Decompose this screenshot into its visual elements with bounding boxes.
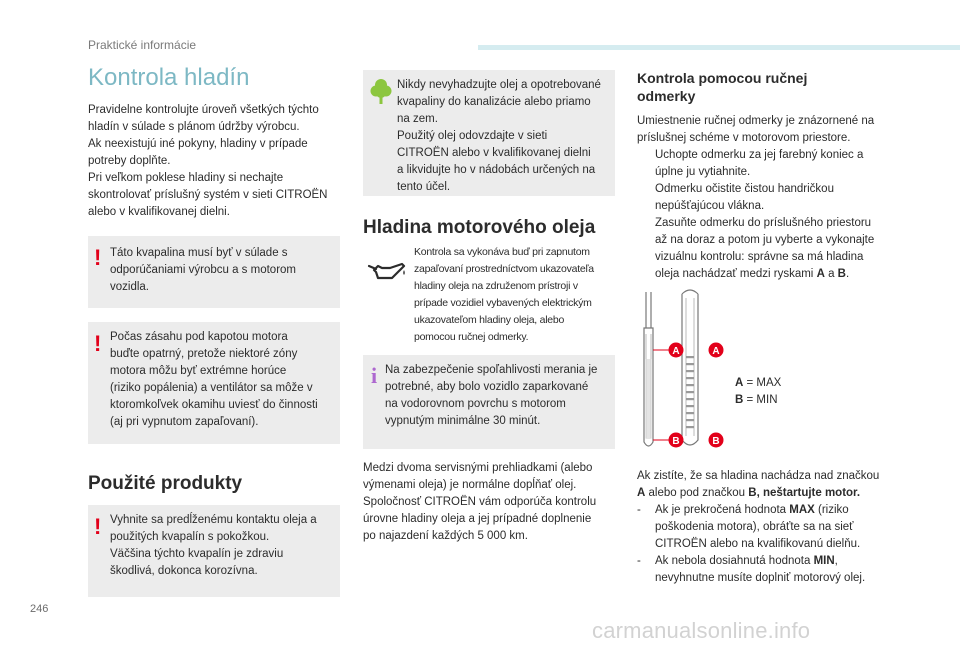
page-number: 246	[30, 603, 49, 615]
text-line: Väčšina týchto kvapalín je zdraviu	[110, 548, 284, 560]
warning-box-skin-contact	[88, 505, 340, 597]
environment-note-text	[397, 77, 601, 196]
text-line: Na zabezpečenie spoľahlivosti merania je	[385, 364, 598, 376]
text-line: Nikdy nevyhadzujte olej a opotrebované	[397, 79, 601, 91]
text-line: na vodorovnom povrchu s motorom	[385, 398, 566, 410]
service-paragraph	[363, 460, 596, 545]
warning-icon: !	[94, 331, 102, 356]
text-line: príslušnej schéme v motorovom priestore.	[637, 132, 851, 144]
section-heading-engine-oil: Hladina motorového oleja	[363, 217, 596, 238]
text-line: potrebné, aby bolo vozidlo zaparkované	[385, 381, 589, 393]
text-line: Odmerku očistite čistou handričkou	[655, 183, 834, 195]
oil-check-text	[414, 244, 594, 346]
text-line	[637, 485, 937, 502]
warning-text	[110, 329, 318, 431]
marker-b-left-label: B	[672, 436, 680, 447]
list-item	[637, 553, 937, 587]
text-line: odmerky	[637, 88, 696, 104]
legend-a-letter: A	[735, 377, 744, 389]
text-line: CITROËN alebo na kvalifikovanú dielňu.	[655, 538, 861, 550]
text-line	[655, 502, 937, 519]
warning-icon: !	[94, 245, 102, 270]
text-line: Ak zistíte, že sa hladina nachádza nad značkou	[637, 470, 880, 482]
header-accent-bar	[478, 45, 960, 50]
warning-icon: !	[94, 514, 102, 539]
text-line: alebo v kvalifikovanej dielni.	[88, 206, 230, 218]
text-line: prípade vozidiel vybavených elektrickým	[414, 297, 592, 309]
watermark: carmanualsonline.info	[592, 618, 811, 643]
text-line: úplne ju vytiahnite.	[655, 166, 751, 178]
text-line: po najazdení každých 5 000 km.	[363, 530, 528, 542]
mark-a-label: A	[816, 268, 825, 280]
text-line: Uchopte odmerku za jej farebný koniec a	[655, 149, 864, 161]
legend-min	[735, 392, 781, 409]
mark-b-ref: B	[748, 487, 757, 499]
list-item	[637, 181, 937, 215]
dipstick-illustration	[630, 284, 740, 452]
text-line: oleja nachádzať medzi ryskami A a B.	[655, 268, 850, 280]
text-fragment: alebo pod značkou	[645, 487, 749, 499]
text-line: (aj pri vypnutom zapaľovaní).	[110, 416, 259, 428]
text-fragment: ,	[834, 555, 838, 567]
dipstick-steps	[637, 147, 937, 283]
dipstick-legend	[735, 375, 781, 409]
text-line: Pri veľkom poklese hladiny si nechajte	[88, 172, 284, 184]
text-line: Táto kvapalina musí byť v súlade s	[110, 247, 288, 259]
text-line: vypnutým minimálne 30 minút.	[385, 415, 541, 427]
text-line: Počas zásahu pod kapotou motora	[110, 331, 288, 343]
text-line: Vyhnite sa predĺženému kontaktu oleja a	[110, 514, 317, 526]
text-line: Spoločnosť CITROËN vám odporúča kontrolu	[363, 496, 597, 508]
environment-note-box	[363, 70, 615, 196]
info-icon: i	[371, 363, 378, 388]
text-line: Kontrola sa vykonáva buď pri zapnutom	[414, 246, 590, 258]
text-fragment: Ak nebola dosiahnutá hodnota	[655, 555, 814, 567]
marker-a-right-label: A	[712, 346, 720, 357]
text-line: odporúčaniami výrobcu a s motorom	[110, 264, 296, 276]
info-note-text	[385, 362, 597, 430]
text-line: Pravidelne kontrolujte úroveň všetkých týchto	[88, 104, 319, 116]
text-line: buďte opatrný, pretože niektoré zóny	[110, 348, 298, 360]
text-line: hladín v súlade s plánom údržby výrobcu.	[88, 121, 300, 133]
text-fragment: (riziko	[814, 504, 849, 516]
dash-marker: -	[637, 555, 641, 567]
text-line: zapaľovaní prostredníctvom ukazovateľa	[414, 263, 594, 275]
text-line: Použitý olej odovzdajte v sieti	[397, 130, 548, 142]
text-line: hladiny oleja na združenom prístroji v	[414, 280, 578, 292]
info-note-box	[363, 355, 615, 449]
text-line: vozidla.	[110, 281, 149, 293]
tree-icon	[370, 78, 392, 106]
text-line: Umiestnenie ručnej odmerky je znázornené na	[637, 115, 875, 127]
mark-b-label: B	[837, 268, 846, 280]
text-line: škodlivá, dokonca korozívna.	[110, 565, 258, 577]
oil-can-icon	[367, 260, 407, 284]
text-line: Ak neexistujú iné pokyny, hladiny v prípade	[88, 138, 308, 150]
marker-a-left-label: A	[672, 346, 680, 357]
text-line: motora môžu byť extrémne horúce	[110, 365, 287, 377]
text-line: pomocou ručnej odmerky.	[414, 331, 529, 343]
text-line: na zem.	[397, 113, 438, 125]
text-line: Medzi dvoma servisnými prehliadkami (alebo	[363, 462, 593, 474]
section-header: Praktické informácie	[88, 38, 197, 52]
text-line: Zasuňte odmerku do príslušného priestoru	[655, 217, 872, 229]
text-line	[655, 553, 937, 570]
text-line: vizuálnu kontrolu: správne sa má hladina	[655, 251, 864, 263]
text-line: ktoromkoľvek okamihu uviesť do činnosti	[110, 399, 318, 411]
legend-max	[735, 375, 781, 392]
legend-b-letter: B	[735, 394, 744, 406]
text-line: ukazovateľom hladiny oleja, alebo	[414, 314, 565, 326]
text-line: a likvidujte ho v nádobách určených na	[397, 164, 596, 176]
legend-b-text: = MIN	[743, 394, 778, 406]
section-heading-dipstick	[637, 69, 807, 105]
text-line: (riziko popálenia) a ventilátor sa môže v	[110, 382, 313, 394]
list-item	[637, 215, 937, 283]
text-line: poškodenia motora), obráťte sa na sieť	[655, 521, 854, 533]
dipstick-intro	[637, 113, 874, 147]
warning-box-hot-engine	[88, 322, 340, 444]
warning-text	[110, 245, 296, 296]
list-item	[637, 502, 937, 553]
text-line: výmenami oleja) je normálne dopĺňať olej.	[363, 479, 577, 491]
intro-paragraph	[88, 102, 350, 221]
marker-b-right-label: B	[712, 436, 720, 447]
do-not-start-warning: , neštartujte motor.	[756, 487, 861, 499]
dash-marker: -	[637, 504, 641, 516]
text-line: kvapaliny do kanalizácie alebo priamo	[397, 96, 591, 108]
text-line: použitých kvapalín s pokožkou.	[110, 531, 270, 543]
text-line: nevyhnutne musíte doplniť motorový olej.	[655, 572, 866, 584]
page-title: Kontrola hladín	[88, 64, 250, 91]
text-line: Kontrola pomocou ručnej	[637, 70, 808, 86]
mark-a-ref: A	[637, 487, 646, 499]
list-item	[637, 147, 937, 181]
text-line: potreby doplňte.	[88, 155, 171, 167]
text-line: nepúšťajúcou vlákna.	[655, 200, 765, 212]
warning-text	[110, 512, 317, 580]
max-word: MAX	[789, 504, 815, 516]
text-line: tento účel.	[397, 181, 451, 193]
text-fragment: Ak je prekročená hodnota	[655, 504, 790, 516]
dipstick-result	[637, 468, 937, 587]
section-heading-products: Použité produkty	[88, 473, 243, 494]
warning-box-fluid	[88, 236, 340, 308]
text-line: až na doraz a potom ju vyberte a vykonajte	[655, 234, 875, 246]
text-line: CITROËN alebo v kvalifikovanej dielni	[397, 147, 591, 159]
text-line: úrovne hladiny oleja a jej prípadné doplnenie	[363, 513, 592, 525]
text-line: skontrolovať príslušný systém v sieti CITROËN	[88, 189, 328, 201]
min-word: MIN	[813, 555, 835, 567]
legend-a-text: = MAX	[743, 377, 782, 389]
